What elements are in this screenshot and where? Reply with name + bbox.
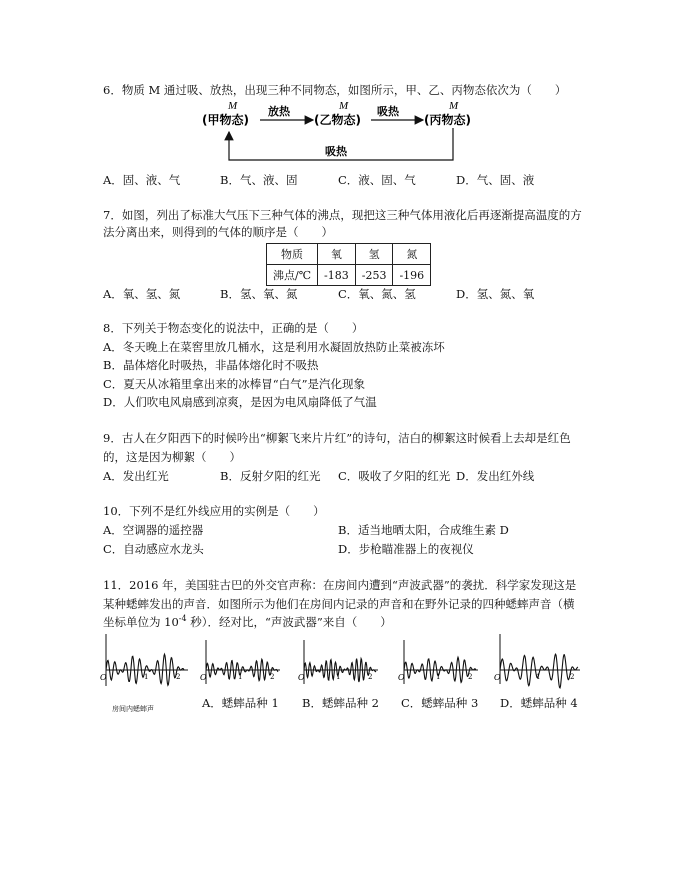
axis-origin: O [494, 673, 501, 682]
q10-option-d[interactable]: D．步枪瞄准器上的夜视仪 [338, 542, 474, 556]
q8-stem: 8．下列关于物态变化的说法中，正确的是（ ） [103, 321, 364, 335]
table-row [267, 244, 431, 265]
tick-label: 2 [368, 673, 373, 681]
tick-label: 1 [238, 673, 243, 681]
tick-label: 2 [570, 673, 575, 681]
state-c-label: (丙物态) [424, 113, 471, 127]
tick-label: 2 [270, 673, 275, 681]
tick-label: 1 [336, 673, 341, 681]
q8-option-d[interactable]: D．人们吹电风扇感到凉爽，是因为电风扇降低了气温 [103, 395, 377, 409]
boiling-point-table [266, 243, 431, 286]
q9-option-c[interactable]: C．吸收了夕阳的红光 [338, 469, 451, 483]
state-b-label: (乙物态) [314, 113, 361, 127]
q8-option-b[interactable]: B．晶体熔化时吸热，非晶体熔化时不吸热 [103, 358, 319, 372]
axis-origin: O [398, 673, 405, 682]
table-cell: 氢 [355, 244, 393, 265]
q7-option-c[interactable]: C．氧、氮、氢 [338, 287, 416, 301]
room-waveform [100, 632, 192, 692]
q8-option-c[interactable]: C．夏天从冰箱里拿出来的冰棒冒“白气”是汽化现象 [103, 377, 366, 391]
q11-stem-line3: 坐标单位为 $10^{-4}$ 秒）．经对比，“声波武器”来自（ ） [103, 614, 392, 629]
q6-option-c[interactable]: C．液、固、气 [338, 173, 416, 187]
table-cell: 物质 [267, 244, 318, 265]
table-cell: -196 [393, 265, 431, 286]
q11-option-b[interactable]: B．蟋蟀品种 2 [302, 696, 379, 710]
axis-origin: O [100, 673, 107, 682]
arrow-label-3: 吸热 [325, 145, 347, 158]
q9-stem-line2: 的，这是因为柳絮（ ） [103, 450, 241, 464]
q7-stem-line2: 法分离出来，则得到的气体的顺序是（ ） [103, 225, 333, 239]
table-row [267, 265, 431, 286]
table-cell: -253 [355, 265, 393, 286]
cricket-3-waveform [398, 632, 480, 692]
table-cell: 氧 [318, 244, 356, 265]
q9-option-d[interactable]: D．发出红外线 [456, 469, 535, 483]
q11-option-c[interactable]: C．蟋蟀品种 3 [401, 696, 479, 710]
q7-option-a[interactable]: A．氧、氢、氮 [103, 287, 181, 301]
q7-option-b[interactable]: B．氢、氧、氮 [220, 287, 298, 301]
q10-stem: 10．下列不是红外线应用的实例是（ ） [103, 504, 325, 518]
q6-state-diagram [200, 98, 490, 168]
m-label-c: M [449, 100, 459, 112]
q6-option-a[interactable]: A．固、液、气 [103, 173, 181, 187]
cricket-2-waveform [298, 632, 380, 692]
table-cell: 沸点/℃ [267, 265, 318, 286]
arrow-label-1: 放热 [268, 105, 290, 118]
m-label-a: M [228, 100, 238, 112]
q11-option-d[interactable]: D．蟋蟀品种 4 [500, 696, 578, 710]
q7-stem-line1: 7．如图，列出了标准大气压下三种气体的沸点，现把这三种气体用液化后再逐渐提高温度的方 [103, 208, 582, 222]
q9-option-b[interactable]: B．反射夕阳的红光 [220, 469, 321, 483]
m-label-b: M [339, 100, 349, 112]
tick-label: 2 [468, 673, 473, 681]
q8-option-a[interactable]: A．冬天晚上在菜窖里放几桶水，这是利用水凝固放热防止菜被冻坏 [103, 340, 445, 354]
tick-label: 1 [536, 673, 541, 681]
tick-label: 2 [176, 673, 181, 681]
q10-option-b[interactable]: B．适当地晒太阳，合成维生素 D [338, 523, 509, 537]
q9-stem-line1: 9．古人在夕阳西下的时候吟出“柳絮飞来片片红”的诗句，洁白的柳絮这时候看上去却是红色 [103, 431, 571, 445]
q11-stem-line2: 某种蟋蟀发出的声音．如图所示为他们在房间内记录的声音和在野外记录的四种蟋蟀声音（横 [103, 597, 575, 611]
room-caption: 房间内蟋蟀声 [112, 705, 154, 713]
q6-option-d[interactable]: D．气、固、液 [456, 173, 535, 187]
state-a-label: (甲物态) [202, 113, 249, 127]
table-cell: 氮 [393, 244, 431, 265]
tick-label: 1 [144, 673, 149, 681]
cricket-1-waveform [200, 632, 282, 692]
q10-option-c[interactable]: C．自动感应水龙头 [103, 542, 204, 556]
q7-option-d[interactable]: D．氢、氮、氧 [456, 287, 535, 301]
axis-origin: O [200, 673, 207, 682]
axis-origin: O [298, 673, 305, 682]
q6-option-b[interactable]: B．气、液、固 [220, 173, 298, 187]
arrow-label-2: 吸热 [377, 105, 399, 118]
table-cell: -183 [318, 265, 356, 286]
cricket-4-waveform [494, 632, 582, 692]
tick-label: 1 [436, 673, 441, 681]
q10-option-a[interactable]: A．空调器的遥控器 [103, 523, 204, 537]
q6-stem: 6．物质 M 通过吸、放热，出现三种不同物态，如图所示，甲、乙、丙物态依次为（ ） [103, 83, 567, 97]
q11-stem-line1: 11．2016 年，美国驻古巴的外交官声称：在房间内遭到“声波武器”的袭扰．科学家发现这是 [103, 578, 577, 592]
q9-option-a[interactable]: A．发出红光 [103, 469, 169, 483]
q11-option-a[interactable]: A．蟋蟀品种 1 [202, 696, 279, 710]
